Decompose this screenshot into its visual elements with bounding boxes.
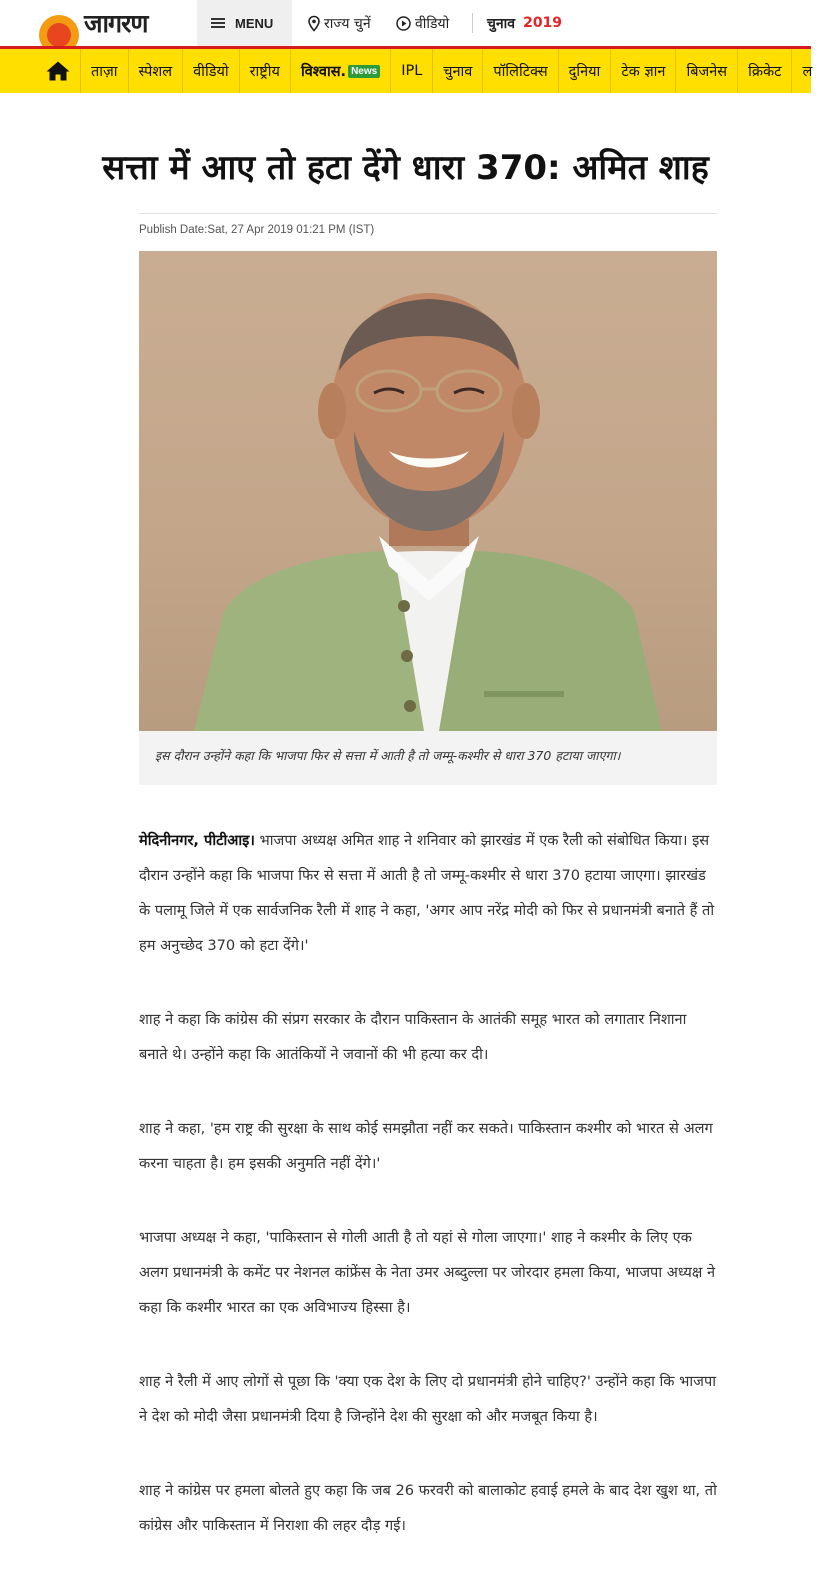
paragraph-1-text: भाजपा अध्यक्ष अमित शाह ने शनिवार को झारखंड में एक रैली को संबोधित किया। इस दौरान उन्होंने कहा कि भाजपा फिर से सत्ता में आती है तो जम्मू-कश्मीर से धारा 370 हटाया जाएगा। झारखंड के पलामू जिले में एक सार्वजनिक रैली में शाह ने कहा, 'अगर आप नरेंद्र मोदी को फिर से प्रधानमंत्री बनाते हैं तो हम अनुच्छेद 370 को हटा देंगे।' xyxy=(139,832,715,954)
article-photo xyxy=(139,251,717,731)
article-paragraph-1 xyxy=(139,823,717,963)
news-badge: News xyxy=(348,65,380,78)
nav-item-business[interactable]: बिजनेस xyxy=(675,49,737,93)
hamburger-icon xyxy=(211,18,225,28)
nav-item-cricket[interactable]: क्रिकेट xyxy=(737,49,791,93)
article-paragraph-2: शाह ने कहा कि कांग्रेस की संप्रग सरकार के दौरान पाकिस्तान के आतंकी समूह भारत को लगातार निशाना बनाते थे। उन्होंने कहा कि आतंकियों ने जवानों की भी हत्या कर दी। xyxy=(139,1011,687,1063)
location-pin-icon xyxy=(308,16,320,31)
nav-items xyxy=(80,49,822,93)
portrait-illustration xyxy=(139,251,717,731)
jagran-logo[interactable] xyxy=(36,8,186,38)
caption-text: इस दौरान उन्होंने कहा कि भाजपा फिर से सत्ता में आती है तो जम्मू-कश्मीर से धारा 370 हटाया जाएगा। xyxy=(155,748,621,763)
state-select-link[interactable] xyxy=(308,0,371,46)
election-label: चुनाव xyxy=(487,15,516,32)
article-paragraph-3: शाह ने कहा, 'हम राष्ट्र की सुरक्षा के साथ कोई समझौता नहीं कर सकते। पाकिस्तान कश्मीर को भारत से अलग करना चाहता है। हम इसकी अनुमति नहीं देंगे।' xyxy=(139,1120,713,1172)
nav-item-election[interactable]: चुनाव xyxy=(432,49,482,93)
nav-item-national[interactable]: राष्ट्रीय xyxy=(239,49,290,93)
nav-item-taza[interactable]: ताज़ा xyxy=(80,49,128,93)
home-icon xyxy=(46,61,70,81)
photo-caption xyxy=(139,731,717,785)
article-paragraph-6: शाह ने कांग्रेस पर हमला बोलते हुए कहा कि जब 26 फरवरी को बालाकोट हवाई हमले के बाद देश खुश था, तो कांग्रेस और पाकिस्तान में निराशा की लहर दौड़ गई। xyxy=(139,1482,717,1534)
article-headline: सत्ता में आए तो हटा देंगे धारा 370: अमित शाह xyxy=(102,148,709,188)
menu-button[interactable] xyxy=(197,0,292,46)
video-label: वीडियो xyxy=(415,15,450,32)
election-year: 2019 xyxy=(523,15,563,31)
top-bar xyxy=(0,0,811,46)
nav-item-tech[interactable]: टेक ज्ञान xyxy=(610,49,675,93)
nav-item-politics[interactable]: पॉलिटिक्स xyxy=(482,49,557,93)
category-nav xyxy=(0,49,811,93)
publish-date: Publish Date:Sat, 27 Apr 2019 01:21 PM (IST) xyxy=(139,224,375,236)
article-paragraph-4: भाजपा अध्यक्ष ने कहा, 'पाकिस्तान से गोली आती है तो यहां से गोला जाएगा।' शाह ने कश्मीर के लिए एक अलग प्रधानमंत्री के कमेंट पर नेशनल कांफ्रेंस के नेता उमर अब्दुल्ला पर जोरदार हमला किया, भाजपा अध्यक्ष ने कहा कि कश्मीर भारत का एक अविभाज्य हिस्सा है। xyxy=(139,1229,716,1316)
nav-item-vishvas-news[interactable] xyxy=(290,49,390,93)
play-circle-icon xyxy=(396,16,411,31)
menu-label: MENU xyxy=(235,15,274,31)
nav-item-video[interactable]: वीडियो xyxy=(182,49,239,93)
headline-divider xyxy=(139,213,717,214)
nav-item-special[interactable]: स्पेशल xyxy=(128,49,183,93)
nav-item-world[interactable]: दुनिया xyxy=(558,49,611,93)
divider xyxy=(472,13,473,33)
rising-sun-icon xyxy=(36,11,82,35)
logo-text: जागरण xyxy=(84,9,148,38)
home-button[interactable] xyxy=(36,49,80,93)
nav-item-more[interactable]: ल xyxy=(791,49,822,93)
nav-item-ipl[interactable]: IPL xyxy=(390,49,432,93)
article-paragraph-5: शाह ने रैली में आए लोगों से पूछा कि 'क्या एक देश के लिए दो प्रधानमंत्री होने चाहिए?' उन्होंने कहा कि भाजपा ने देश को मोदी जैसा प्रधानमंत्री दिया है जिन्होंने देश की सुरक्षा को और मजबूत किया है। xyxy=(139,1373,717,1425)
election-2019-link[interactable] xyxy=(487,0,562,46)
vishvas-label: विश्वास. xyxy=(300,64,347,80)
dateline: मेदिनीनगर, पीटीआइ। xyxy=(139,832,255,849)
state-select-label: राज्य चुनें xyxy=(324,15,371,32)
video-link[interactable] xyxy=(396,0,449,46)
